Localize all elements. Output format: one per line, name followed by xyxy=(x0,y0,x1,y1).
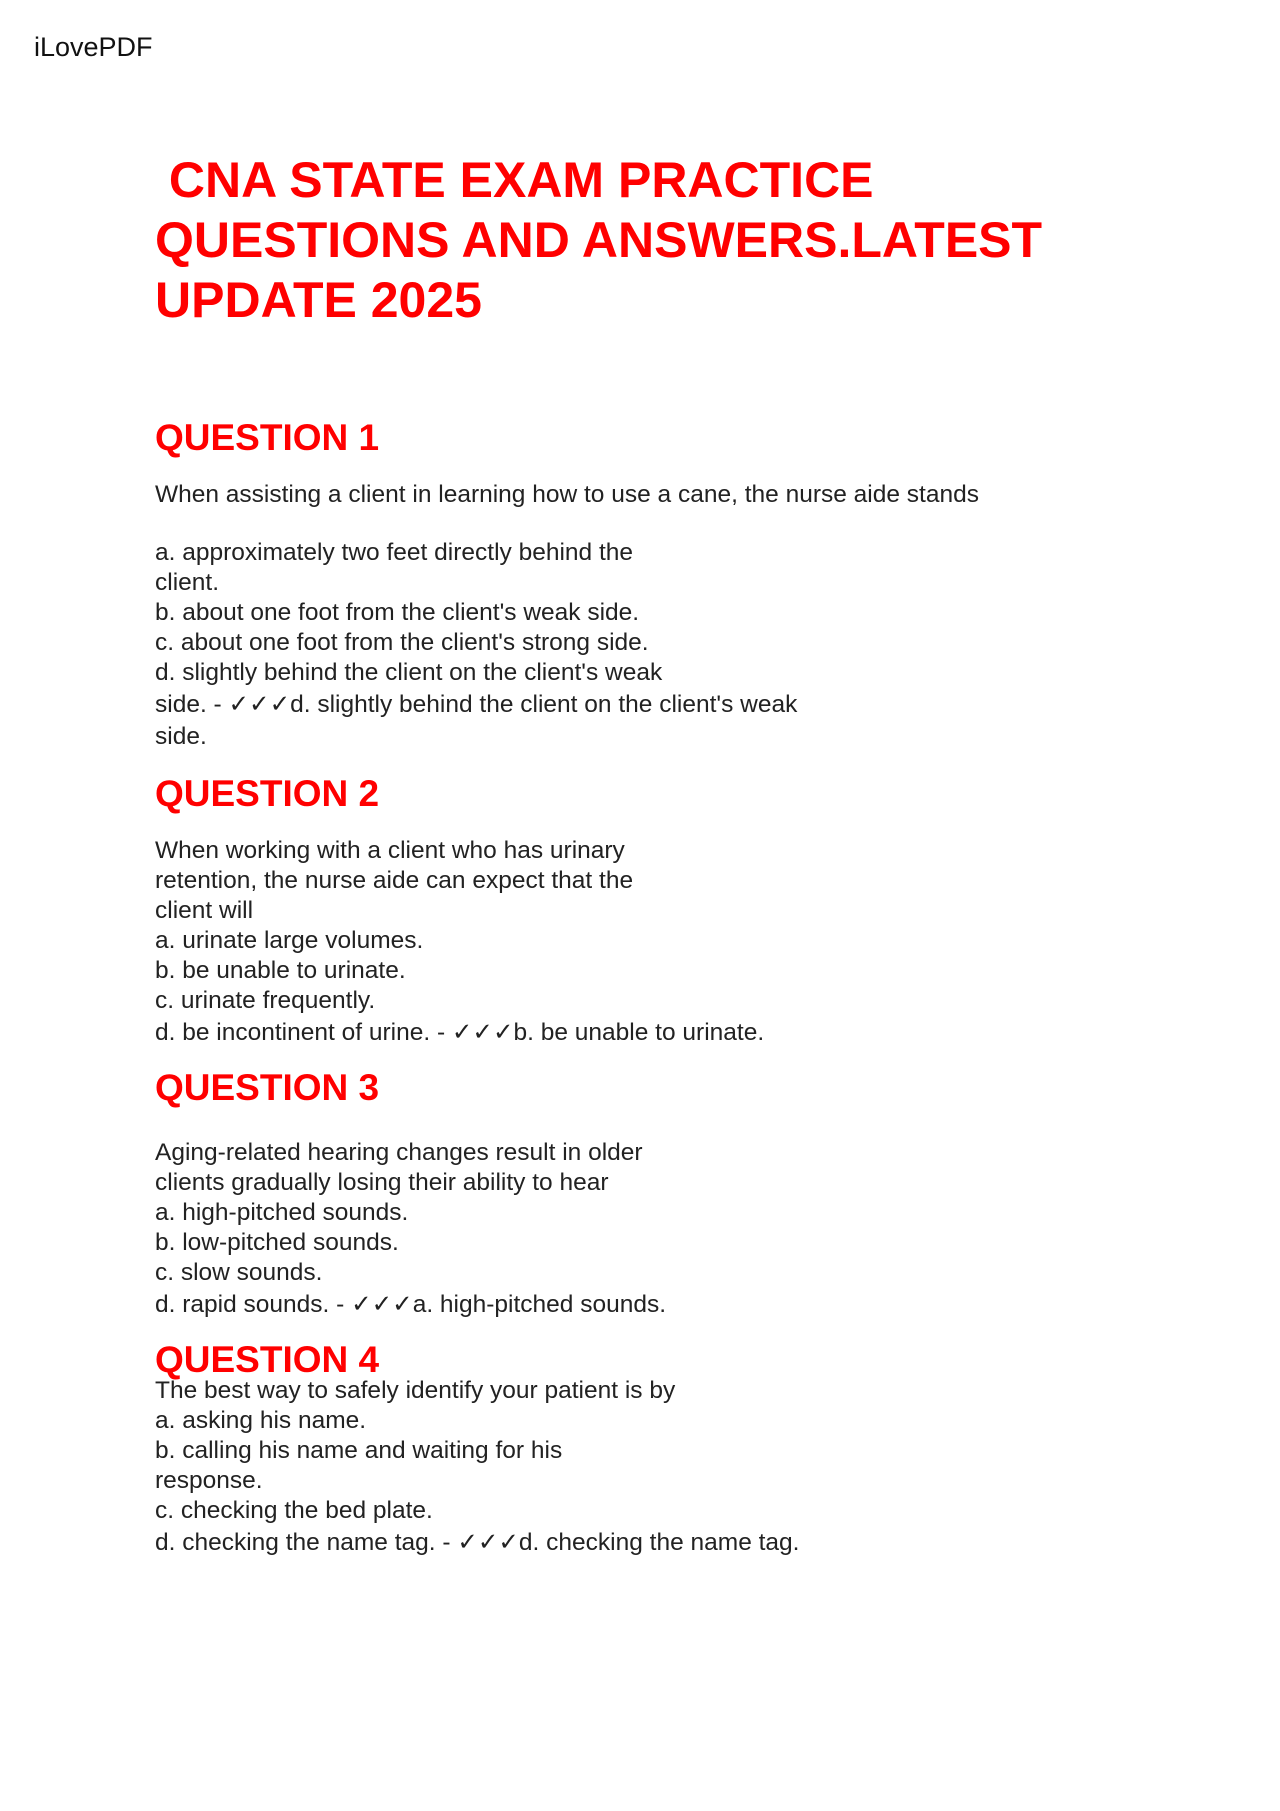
question-line: b. low-pitched sounds. xyxy=(155,1229,399,1256)
question-line: a. approximately two feet directly behind the xyxy=(155,539,634,566)
answer-line: d. checking the name tag. - ✓✓✓d. checking the name tag. xyxy=(155,1529,800,1556)
question-line: Aging-related hearing changes result in older xyxy=(155,1139,643,1166)
question-1 xyxy=(155,416,1115,752)
question-heading: QUESTION 4 xyxy=(155,1339,380,1380)
question-line: client. xyxy=(155,569,220,596)
title-line: QUESTIONS AND ANSWERS.LATEST xyxy=(155,212,1043,268)
document-title xyxy=(155,150,1115,330)
question-line: d. slightly behind the client on the client's weak xyxy=(155,659,663,686)
question-line: a. high-pitched sounds. xyxy=(155,1199,409,1226)
question-heading: QUESTION 1 xyxy=(155,417,380,458)
question-line: c. about one foot from the client's strong side. xyxy=(155,629,649,656)
watermark: iLovePDF xyxy=(34,32,153,62)
answer-line: d. rapid sounds. - ✓✓✓a. high-pitched sounds. xyxy=(155,1291,667,1318)
question-4 xyxy=(155,1338,1115,1560)
question-heading: QUESTION 2 xyxy=(155,773,380,814)
answer-line: side. - ✓✓✓d. slightly behind the client on the client's weak xyxy=(155,691,798,718)
question-line: c. checking the bed plate. xyxy=(155,1497,433,1524)
question-3 xyxy=(155,1066,1115,1322)
question-line: side. xyxy=(155,723,207,750)
question-line: b. be unable to urinate. xyxy=(155,957,406,984)
question-line: clients gradually losing their ability to hear xyxy=(155,1169,609,1196)
question-line: retention, the nurse aide can expect that the xyxy=(155,867,634,894)
question-line: response. xyxy=(155,1467,263,1494)
question-line: c. urinate frequently. xyxy=(155,987,376,1014)
answer-line: d. be incontinent of urine. - ✓✓✓b. be unable to urinate. xyxy=(155,1019,765,1046)
question-stem: When assisting a client in learning how to use a cane, the nurse aide stands xyxy=(155,481,979,508)
question-line: b. calling his name and waiting for his xyxy=(155,1437,563,1464)
question-line: The best way to safely identify your patient is by xyxy=(155,1377,676,1404)
title-line: UPDATE 2025 xyxy=(155,272,482,328)
question-heading: QUESTION 3 xyxy=(155,1067,380,1108)
question-2 xyxy=(155,772,1115,1050)
title-line: CNA STATE EXAM PRACTICE xyxy=(155,152,874,208)
question-line: c. slow sounds. xyxy=(155,1259,323,1286)
question-line: a. asking his name. xyxy=(155,1407,367,1434)
question-line: When working with a client who has urinary xyxy=(155,837,625,864)
question-line: a. urinate large volumes. xyxy=(155,927,424,954)
question-line: b. about one foot from the client's weak side. xyxy=(155,599,640,626)
question-line: client will xyxy=(155,897,254,924)
document-body xyxy=(155,150,1115,1560)
